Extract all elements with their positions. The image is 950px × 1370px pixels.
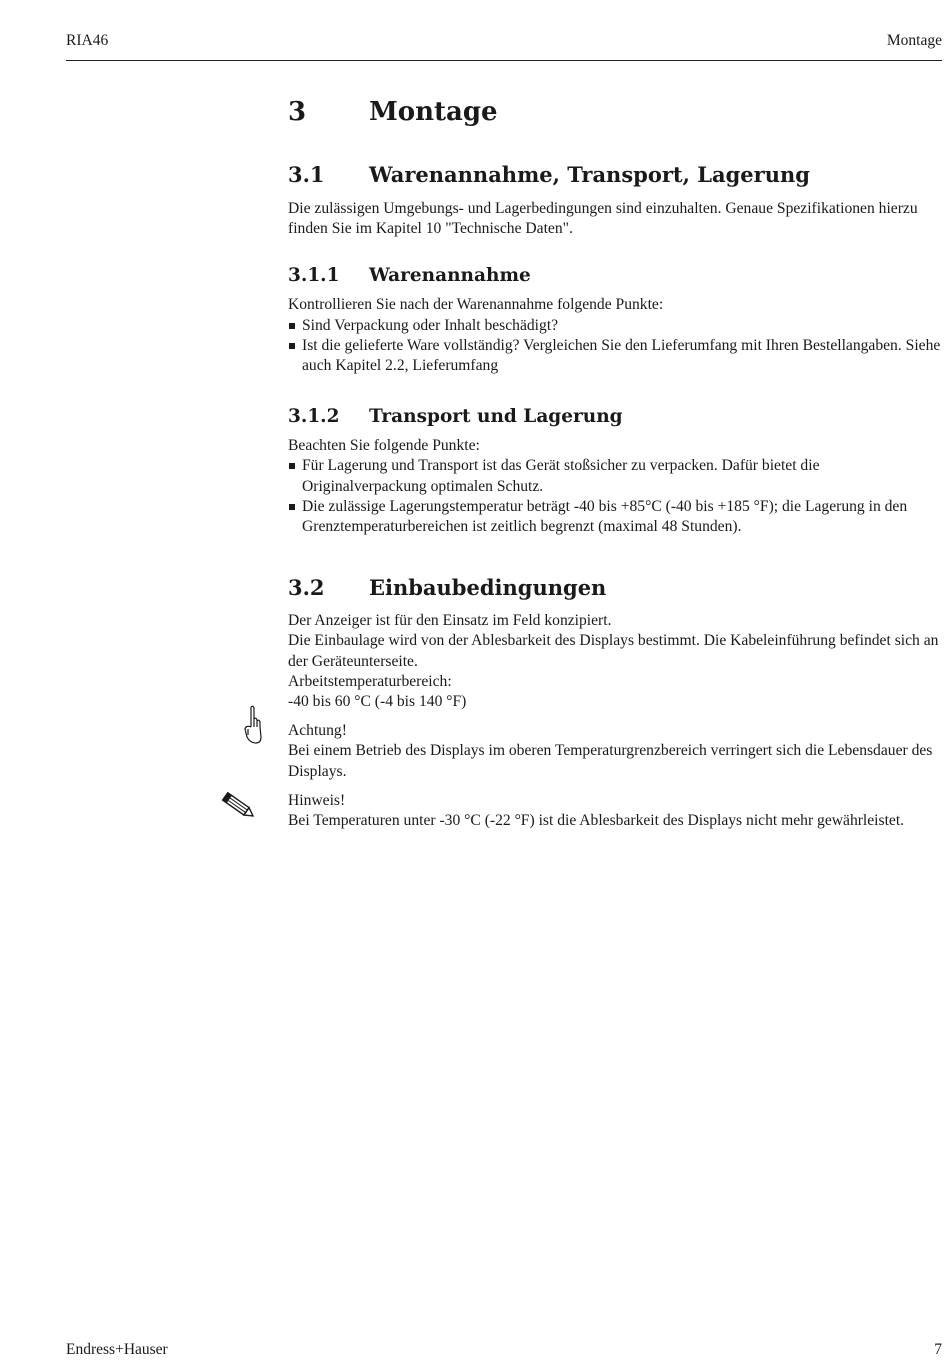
section-number: 3.1.1 bbox=[288, 265, 340, 287]
section-3-1-heading bbox=[288, 162, 942, 187]
header-product: RIA46 bbox=[66, 32, 109, 49]
section-3-1-text: Die zulässigen Umgebungs- und Lagerbedingungen sind einzuhalten. Genaue Spezifikationen hierzu finden Sie im Kapitel 10 "Technische Daten". bbox=[288, 200, 918, 238]
hint-title: Hinweis! bbox=[288, 791, 346, 809]
chapter-number: 3 bbox=[288, 97, 307, 127]
section-title: Transport und Lagerung bbox=[369, 406, 623, 428]
list-item: Sind Verpackung oder Inhalt beschädigt? bbox=[288, 316, 942, 336]
section-number: 3.2 bbox=[288, 575, 325, 601]
pointing-hand-icon bbox=[242, 705, 266, 745]
page-header bbox=[66, 30, 942, 61]
section-3-1-1-heading bbox=[288, 265, 942, 286]
list-item: Für Lagerung und Transport ist das Gerät stoßsicher zu verpacken. Dafür bietet die Originalverpackung optimalen Schutz. bbox=[288, 456, 942, 496]
section-number: 3.1.2 bbox=[288, 406, 340, 428]
caution-text: Bei einem Betrieb des Displays im oberen Temperaturgrenzbereich verringert sich die Lebensdauer des Displays. bbox=[288, 742, 933, 780]
section-title: Einbaubedingungen bbox=[369, 575, 607, 601]
section-3-2-line: Die Einbaulage wird von der Ablesbarkeit des Displays bestimmt. Die Kabeleinführung befindet sich an der Geräteunterseite. bbox=[288, 632, 939, 670]
chapter-heading bbox=[288, 92, 942, 132]
section-3-2-line: -40 bis 60 °C (-4 bis 140 °F) bbox=[288, 693, 467, 711]
page-content bbox=[288, 92, 942, 831]
section-title: Warenannahme, Transport, Lagerung bbox=[369, 162, 810, 187]
pencil-icon bbox=[218, 791, 258, 821]
section-3-1-2-heading bbox=[288, 406, 942, 427]
section-title: Warenannahme bbox=[369, 265, 531, 287]
caution-note bbox=[288, 721, 942, 782]
section-3-2-line: Der Anzeiger ist für den Einsatz im Feld konzipiert. bbox=[288, 612, 612, 630]
page-number: 7 bbox=[934, 1341, 942, 1358]
section-3-1-1-intro: Kontrollieren Sie nach der Warenannahme folgende Punkte: bbox=[288, 296, 664, 314]
list-item: Ist die gelieferte Ware vollständig? Vergleichen Sie den Lieferumfang mit Ihren Bestellangaben. Siehe auch Kapitel 2.2, Lieferumfang bbox=[288, 336, 942, 376]
checklist bbox=[288, 316, 942, 377]
header-section: Montage bbox=[886, 32, 942, 49]
hint-note bbox=[288, 791, 942, 831]
hint-text: Bei Temperaturen unter -30 °C (-22 °F) ist die Ablesbarkeit des Displays nicht mehr gewährleistet. bbox=[288, 812, 905, 830]
caution-title: Achtung! bbox=[288, 722, 347, 740]
list-item: Die zulässige Lagerungstemperatur beträgt -40 bis +85°C (-40 bis +185 °F); die Lagerung in den Grenztemperaturbereichen ist zeitlich begrenzt (maximal 48 Stunden). bbox=[288, 497, 942, 537]
section-3-1-2-intro: Beachten Sie folgende Punkte: bbox=[288, 437, 480, 455]
section-3-2-line: Arbeitstemperaturbereich: bbox=[288, 672, 452, 690]
chapter-title: Montage bbox=[369, 97, 498, 127]
transport-list bbox=[288, 456, 942, 537]
footer-company: Endress+Hauser bbox=[66, 1341, 168, 1358]
section-number: 3.1 bbox=[288, 162, 325, 187]
section-3-2-heading bbox=[288, 575, 942, 600]
